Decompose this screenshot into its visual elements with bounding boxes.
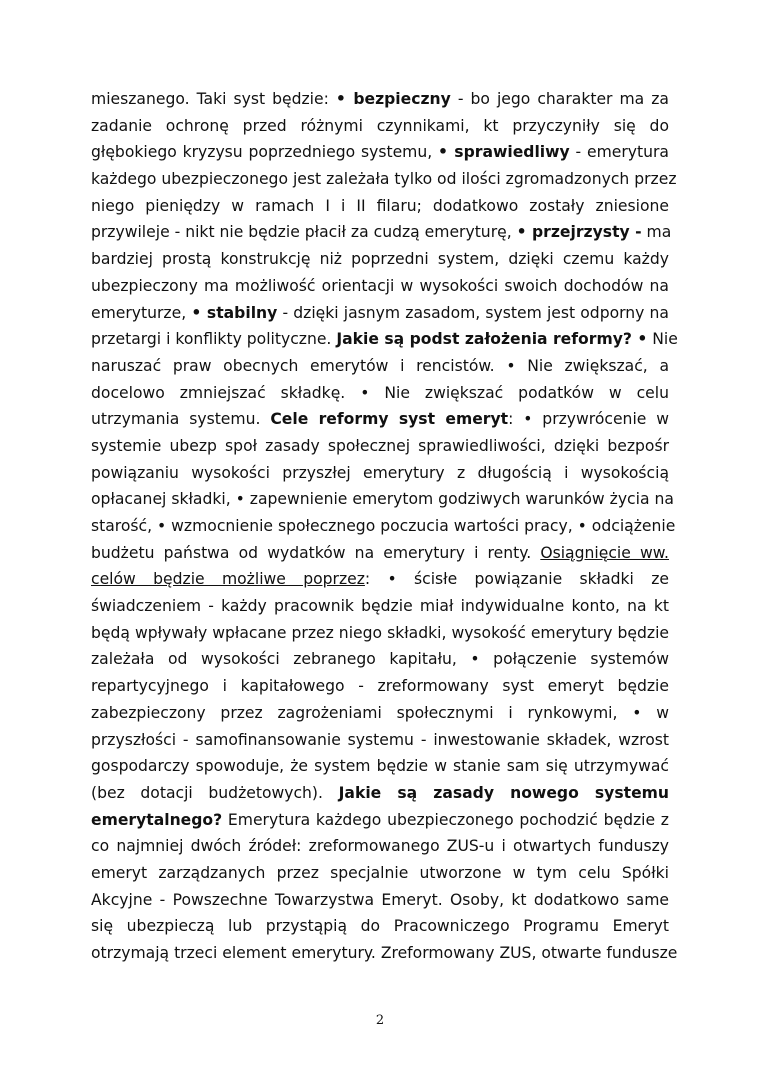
text-line <box>91 460 669 487</box>
text-run: ubezpieczony ma możliwość orientacji w wysokości swoich dochodów na <box>91 276 669 295</box>
text-run: gospodarczy spowoduje, że system będzie w stanie sam się utrzymywać <box>91 757 669 776</box>
bold-text-run: • sprawiedliwy <box>438 143 570 162</box>
text-run: - emerytura <box>569 143 669 162</box>
text-run: zadanie ochronę przed różnymi czynnikami, kt przyczyniły się do <box>91 116 669 135</box>
text-run: każdego ubezpieczonego jest zależała tylko od ilości zgromadzonych przez <box>91 170 677 189</box>
text-line <box>91 860 669 887</box>
text-line <box>91 113 669 140</box>
text-line <box>91 700 669 727</box>
text-line <box>91 139 669 166</box>
text-run: ma <box>641 223 672 242</box>
text-run: Nie <box>647 330 678 349</box>
text-run: zależała od wysokości zebranego kapitału, • połączenie systemów <box>91 650 669 669</box>
text-run: emeryt zarządzanych przez specjalnie utworzone w tym celu Spółki <box>91 863 669 882</box>
text-line <box>91 300 669 327</box>
text-line <box>91 326 678 353</box>
text-line <box>91 646 669 673</box>
text-run: co najmniej dwóch źródeł: zreformowanego ZUS-u i otwartych funduszy <box>91 837 669 856</box>
text-run: - bo jego charakter ma za <box>450 90 669 108</box>
text-line <box>91 513 676 540</box>
text-line <box>91 780 669 807</box>
text-run: głębokiego kryzysu poprzedniego systemu, <box>91 143 439 162</box>
text-line <box>91 940 678 967</box>
text-line <box>91 86 669 113</box>
text-run: mieszanego. Taki syst będzie: <box>91 90 336 108</box>
text-line <box>91 433 669 460</box>
text-line <box>91 673 669 700</box>
text-line <box>91 353 669 380</box>
text-line <box>91 566 669 593</box>
text-line <box>91 273 669 300</box>
text-run: przywileje - nikt nie będzie płacił za cudzą emeryturę, <box>91 223 517 242</box>
text-run: powiązaniu wysokości przyszłej emerytury z długością i wysokością <box>91 463 669 482</box>
text-line <box>91 887 669 914</box>
text-line <box>91 166 677 193</box>
text-line <box>91 406 669 433</box>
text-run: - dzięki jasnym zasadom, system jest odporny na <box>277 303 669 322</box>
page-number: 2 <box>375 1013 385 1028</box>
text-run: emeryturze, <box>91 303 192 322</box>
text-run: otrzymają trzeci element emerytury. Zreformowany ZUS, otwarte fundusze <box>91 944 678 962</box>
text-run: systemie ubezp społ zasady społecznej sprawiedliwości, dzięki bezpośr <box>91 436 669 455</box>
text-line <box>91 620 669 647</box>
bold-text-run: emerytalnego? <box>91 810 223 829</box>
bold-text-run: • stabilny <box>191 303 278 322</box>
text-line <box>91 833 669 860</box>
bold-text-run: • bezpieczny <box>335 90 451 108</box>
text-run: budżetu państwa od wydatków na emerytury i renty. <box>91 543 541 562</box>
text-run: Akcyjne - Powszechne Towarzystwa Emeryt. Osoby, kt dodatkowo same <box>91 890 669 909</box>
text-line <box>91 380 669 407</box>
text-run: będą wpływały wpłacane przez niego składki, wysokość emerytury będzie <box>91 623 669 642</box>
text-line <box>91 486 674 513</box>
text-run: się ubezpieczą lub przystąpią do Pracowniczego Programu Emeryt <box>91 917 669 936</box>
text-line <box>91 727 669 754</box>
text-run: świadczeniem - każdy pracownik będzie miał indywidualne konto, na kt <box>91 597 669 616</box>
text-line <box>91 807 669 834</box>
text-run: zabezpieczony przez zagrożeniami społecznymi i rynkowymi, • w <box>91 703 669 722</box>
text-run: (bez dotacji budżetowych). <box>91 783 339 802</box>
text-line <box>91 913 669 940</box>
bold-text-run: • przejrzysty - <box>516 223 642 242</box>
text-run: repartycyjnego i kapitałowego - zreformowany syst emeryt będzie <box>91 677 669 696</box>
text-run: utrzymania systemu. <box>91 410 271 429</box>
text-line <box>91 193 669 220</box>
text-run: niego pieniędzy w ramach I i II filaru; dodatkowo zostały zniesione <box>91 196 669 215</box>
underlined-text-run: celów będzie możliwe poprzez <box>91 570 365 589</box>
text-run: bardziej prostą konstrukcję niż poprzedni system, dzięki czemu każdy <box>91 250 669 269</box>
text-line <box>91 540 669 567</box>
text-run: opłacanej składki, • zapewnienie emerytom godziwych warunków życia na <box>91 490 674 509</box>
bold-text-run: Jakie są zasady nowego systemu <box>338 783 669 802</box>
underlined-text-run: Osiągnięcie ww. <box>540 543 670 562</box>
text-run: : • przywrócenie w <box>508 410 670 429</box>
text-run: przetargi i konflikty polityczne. <box>91 330 337 349</box>
text-run: przyszłości - samofinansowanie systemu - inwestowanie składek, wzrost <box>91 730 669 749</box>
text-line <box>91 753 669 780</box>
body-paragraph <box>91 86 678 967</box>
text-run: docelowo zmniejszać składkę. • Nie zwiększać podatków w celu <box>91 383 669 402</box>
text-run: : • ścisłe powiązanie składki ze <box>364 570 669 589</box>
bold-text-run: Cele reformy syst emeryt <box>270 410 509 429</box>
bold-text-run: Jakie są podst założenia reformy? • <box>336 330 648 349</box>
text-run: naruszać praw obecnych emerytów i rencistów. • Nie zwiększać, a <box>91 356 669 375</box>
text-line <box>91 246 669 273</box>
text-line <box>91 219 672 246</box>
text-run: Emerytura każdego ubezpieczonego pochodzić będzie z <box>222 810 669 829</box>
text-line <box>91 593 669 620</box>
text-run: starość, • wzmocnienie społecznego poczucia wartości pracy, • odciążenie <box>91 517 676 535</box>
